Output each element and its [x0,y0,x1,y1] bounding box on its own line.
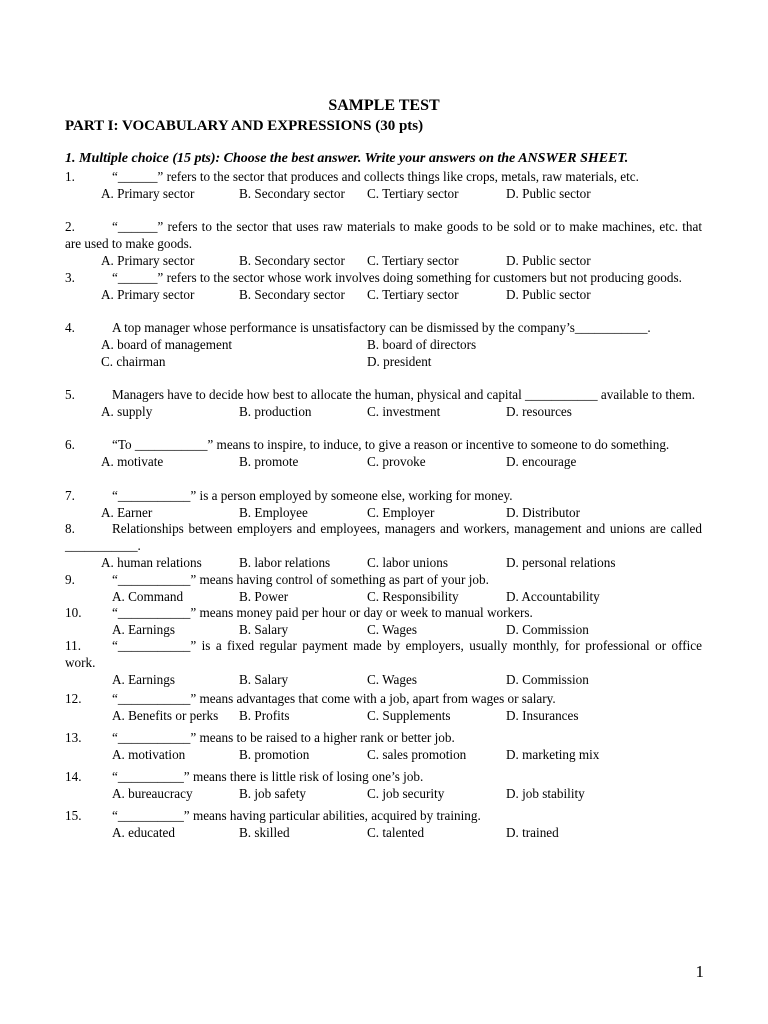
section-heading: 1. Multiple choice (15 pts): Choose the best answer. Write your answers on the ANSWER SHEET. [65,151,629,166]
answer-option: D. Commission [506,672,589,687]
question-text: “___________” is a person employed by someone else, working for money. [112,488,513,503]
answer-option: C. investment [367,404,441,419]
question-number: 9. [65,572,75,587]
question-number: 5. [65,387,75,402]
answer-option: D. job stability [506,786,585,801]
question-item [65,729,702,763]
question-stem [65,807,702,824]
question-item [65,436,702,470]
options-row [65,504,702,521]
question-number: 10. [65,605,82,620]
answer-option: A. Benefits or perks [112,708,219,723]
question-stem [65,571,702,588]
options-row [65,554,702,571]
question-stem [65,768,702,785]
question-item [65,520,702,571]
answer-option: A. board of management [101,337,233,352]
answer-option: A. Earnings [112,622,175,637]
answer-option: C. Wages [367,622,417,637]
options-row [65,785,702,802]
options-row [65,588,702,605]
options-row [65,453,702,470]
question-text: A top manager whose performance is unsatisfactory can be dismissed by the company’s___________. [112,320,651,335]
answer-option: C. sales promotion [367,747,467,762]
answer-option: A. Primary sector [101,287,195,302]
answer-option: B. Employee [239,505,308,520]
options-row [65,746,702,763]
answer-option: D. Public sector [506,186,591,201]
answer-option: C. Supplements [367,708,451,723]
answer-option: B. Salary [239,672,289,687]
page-number: 1 [695,962,704,981]
answer-option: A. bureaucracy [112,786,193,801]
question-stem [65,637,702,671]
question-number: 1. [65,169,75,184]
answer-option: B. skilled [239,825,290,840]
answer-option: D. Distributor [506,505,580,520]
answer-option: C. provoke [367,454,426,469]
question-stem [65,269,702,286]
answer-option: A. human relations [101,555,202,570]
answer-option: A. supply [101,404,153,419]
question-text: “___________” means advantages that come with a job, apart from wages or salary. [112,691,556,706]
question-item [65,168,702,202]
question-number: 4. [65,320,75,335]
options-row [65,824,702,841]
question-item [65,807,702,841]
answer-option: C. Responsibility [367,589,459,604]
answer-option: A. Earnings [112,672,175,687]
answer-option: D. marketing mix [506,747,600,762]
options-row [65,353,702,370]
question-stem [65,520,702,554]
question-stem [65,436,702,453]
question-text: “___________” means money paid per hour or day or week to manual workers. [112,605,533,620]
answer-option: A. motivation [112,747,186,762]
answer-option: A. Primary sector [101,186,195,201]
question-text: “___________” means to be raised to a higher rank or better job. [112,730,455,745]
question-text: “______” refers to the sector that produces and collects things like crops, metals, raw materials, etc. [112,169,639,184]
question-number: 8. [65,521,75,536]
question-number: 12. [65,691,82,706]
question-item [65,269,702,303]
answer-option: D. personal relations [506,555,616,570]
answer-option: B. Salary [239,622,289,637]
answer-option: C. job security [367,786,445,801]
question-number: 3. [65,270,75,285]
answer-option: C. Tertiary sector [367,186,459,201]
answer-option: C. Tertiary sector [367,287,459,302]
question-item [65,218,702,269]
question-text: “___________” is a fixed regular payment made by employers, usually monthly, for professional or office work. [65,638,702,670]
answer-option: C. Employer [367,505,435,520]
question-number: 11. [65,638,81,653]
question-number: 14. [65,769,82,784]
question-number: 2. [65,219,75,234]
question-item [65,690,702,724]
answer-option: B. labor relations [239,555,331,570]
answer-option: B. Secondary sector [239,287,345,302]
answer-option: A. Command [112,589,184,604]
options-row [65,286,702,303]
part-heading: PART I: VOCABULARY AND EXPRESSIONS (30 pts) [65,118,424,134]
question-stem [65,729,702,746]
options-row [65,671,702,688]
answer-option: B. Profits [239,708,290,723]
answer-option: A. motivate [101,454,164,469]
answer-option: C. talented [367,825,425,840]
answer-option: D. Public sector [506,253,591,268]
answer-option: A. Primary sector [101,253,195,268]
question-item [65,637,702,688]
answer-option: C. Tertiary sector [367,253,459,268]
question-item [65,604,702,638]
question-stem [65,487,702,504]
question-text: Managers have to decide how best to allocate the human, physical and capital ___________ available to them. [112,387,695,402]
options-row [65,185,702,202]
question-number: 7. [65,488,75,503]
answer-option: D. Accountability [506,589,600,604]
answer-option: C. chairman [101,354,166,369]
answer-option: B. Secondary sector [239,253,345,268]
question-text: “___________” means having control of something as part of your job. [112,572,489,587]
answer-option: B. board of directors [367,337,477,352]
answer-option: B. promote [239,454,299,469]
question-text: “To ___________” means to inspire, to induce, to give a reason or incentive to someone to do something. [112,437,670,452]
question-stem [65,386,702,403]
answer-option: B. Secondary sector [239,186,345,201]
answer-option: D. Commission [506,622,589,637]
question-text: “______” refers to the sector that uses raw materials to make goods to be sold or to make machines, etc. that are used to make goods. [65,219,702,251]
options-row [65,403,702,420]
answer-option: B. Power [239,589,289,604]
question-text: “__________” means having particular abilities, acquired by training. [112,808,481,823]
question-item [65,386,702,420]
options-row [65,336,702,353]
question-stem [65,319,702,336]
question-stem [65,218,702,252]
page-title: SAMPLE TEST [328,97,440,114]
question-stem [65,604,702,621]
options-row [65,707,702,724]
options-row [65,621,702,638]
answer-option: D. resources [506,404,572,419]
question-number: 6. [65,437,75,452]
question-number: 15. [65,808,82,823]
question-item [65,571,702,605]
answer-option: B. promotion [239,747,310,762]
question-number: 13. [65,730,82,745]
question-item [65,768,702,802]
question-stem [65,168,702,185]
question-text: Relationships between employers and employees, managers and workers, management and unions are called ___________. [65,521,702,553]
answer-option: B. job safety [239,786,307,801]
question-stem [65,690,702,707]
answer-option: D. encourage [506,454,577,469]
answer-option: D. trained [506,825,559,840]
answer-option: C. labor unions [367,555,448,570]
answer-option: A. educated [112,825,175,840]
answer-option: C. Wages [367,672,417,687]
answer-option: D. Insurances [506,708,579,723]
question-text: “__________” means there is little risk of losing one’s job. [112,769,424,784]
question-item [65,487,702,521]
answer-option: D. president [367,354,432,369]
answer-option: A. Earner [101,505,153,520]
answer-option: B. production [239,404,312,419]
question-item [65,319,702,370]
answer-option: D. Public sector [506,287,591,302]
options-row [65,252,702,269]
question-text: “______” refers to the sector whose work involves doing something for customers but not producing goods. [112,270,682,285]
